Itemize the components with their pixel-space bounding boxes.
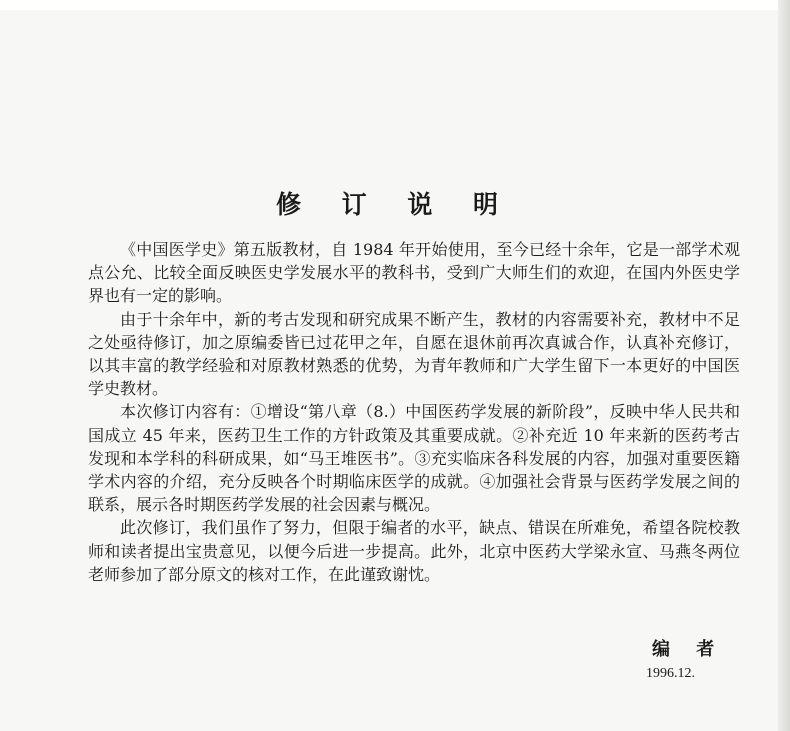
scan-top-edge xyxy=(0,0,790,10)
paragraph-2: 由于十余年中，新的考古发现和研究成果不断产生，教材的内容需要补充，教材中不足之处亟待修订，加之原编委皆已过花甲之年，自愿在退休前再次真诚合作，认真补充修订，以其丰富的教学经验和对原教材熟悉的优势，为青年教师和广大学生留下一本更好的中国医学史教材。 xyxy=(88,309,740,399)
scan-right-edge xyxy=(778,0,790,731)
date: 1996.12. xyxy=(646,666,695,681)
paragraph-3: 本次修订内容有：①增设“第八章（8.）中国医药学发展的新阶段”，反映中华人民共和国成立 45 年来，医药卫生工作的方针政策及其重要成就。②补充近 10 年来新的医药考古发现和本学科的科研成果，如“马王堆医书”。③充实临床各科发展的内容，加强对重要医籍学术内容的介绍，充分反映各个时期临床医学的成就。④加强社会背景与医药学发展之间的联系，展示各时期医药学发展的社会因素与概况。 xyxy=(88,402,740,515)
paragraph-4: 此次修订，我们虽作了努力，但限于编者的水平，缺点、错误在所难免，希望各院校教师和读者提出宝贵意见，以便今后进一步提高。此外，北京中医药大学梁永宣、马燕冬两位老师参加了部分原文的核对工作，在此谨致谢忱。 xyxy=(88,518,740,584)
paragraph-1: 《中国医学史》第五版教材，自 1984 年开始使用，至今已经十余年，它是一部学术观点公允、比较全面反映医史学发展水平的教科书，受到广大师生们的欢迎，在国内外医史学界也有一定的影响。 xyxy=(88,240,740,306)
signature: 编 者 xyxy=(652,639,725,660)
page-title: 修 订 说 明 xyxy=(275,190,515,219)
body-text xyxy=(88,238,740,586)
